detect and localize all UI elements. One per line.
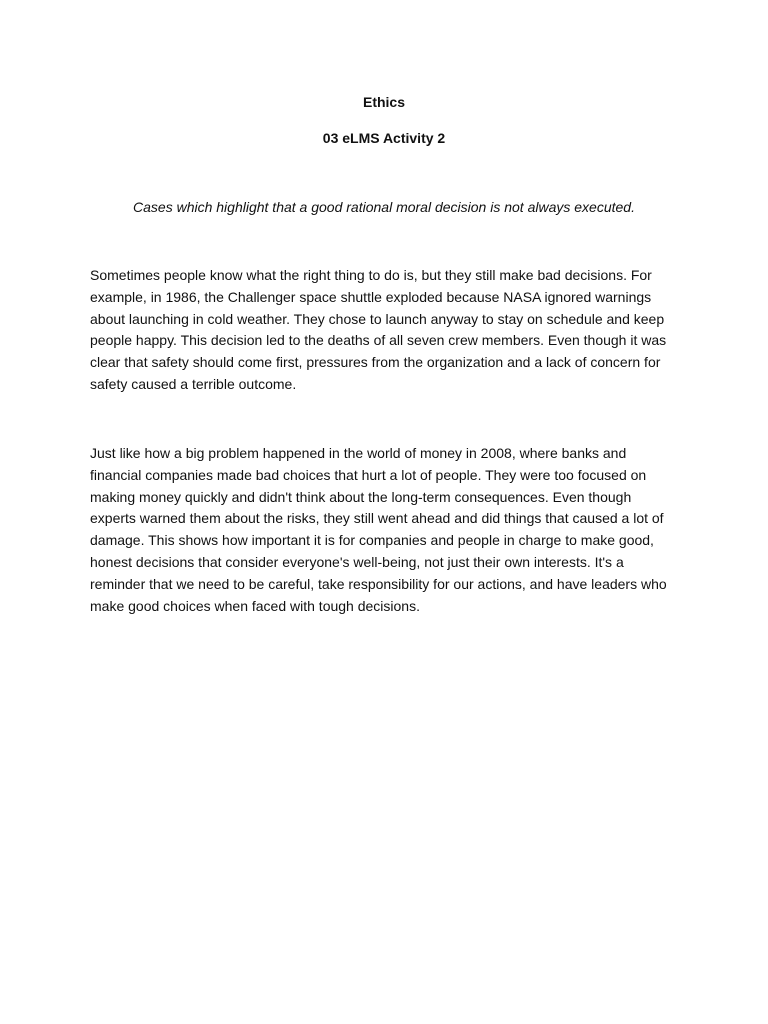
document-title: Ethics [362, 94, 405, 110]
paragraph-challenger: Sometimes people know what the right thing to do is, but they still make bad decisions. For example, in 1986, the Challenger space shuttle exploded because NASA ignored warnings about launching in cold weather. They chose to launch anyway to stay on schedule and keep people happy. This decision led to the deaths of all seven crew members. Even though it was clear that safety should come first, pressures from the organization and a lack of concern for safety caused a terrible outcome. [90, 267, 667, 392]
document-subtitle-heading: 03 eLMS Activity 2 [322, 130, 446, 146]
paragraph-financial-crisis: Just like how a big problem happened in the world of money in 2008, where banks and financial companies made bad choices that hurt a lot of people. They were too focused on making money quickly and didn't think about the long-term consequences. Even though experts warned them about the risks, they still went ahead and did things that caused a lot of damage. This shows how important it is for companies and people in charge to make good, honest decisions that consider everyone's well-being, not just their own interests. It's a reminder that we need to be careful, take responsibility for our actions, and have leaders who make good choices when faced with tough decisions. [90, 445, 667, 614]
document-intro: Cases which highlight that a good rational moral decision is not always executed. [133, 199, 635, 215]
